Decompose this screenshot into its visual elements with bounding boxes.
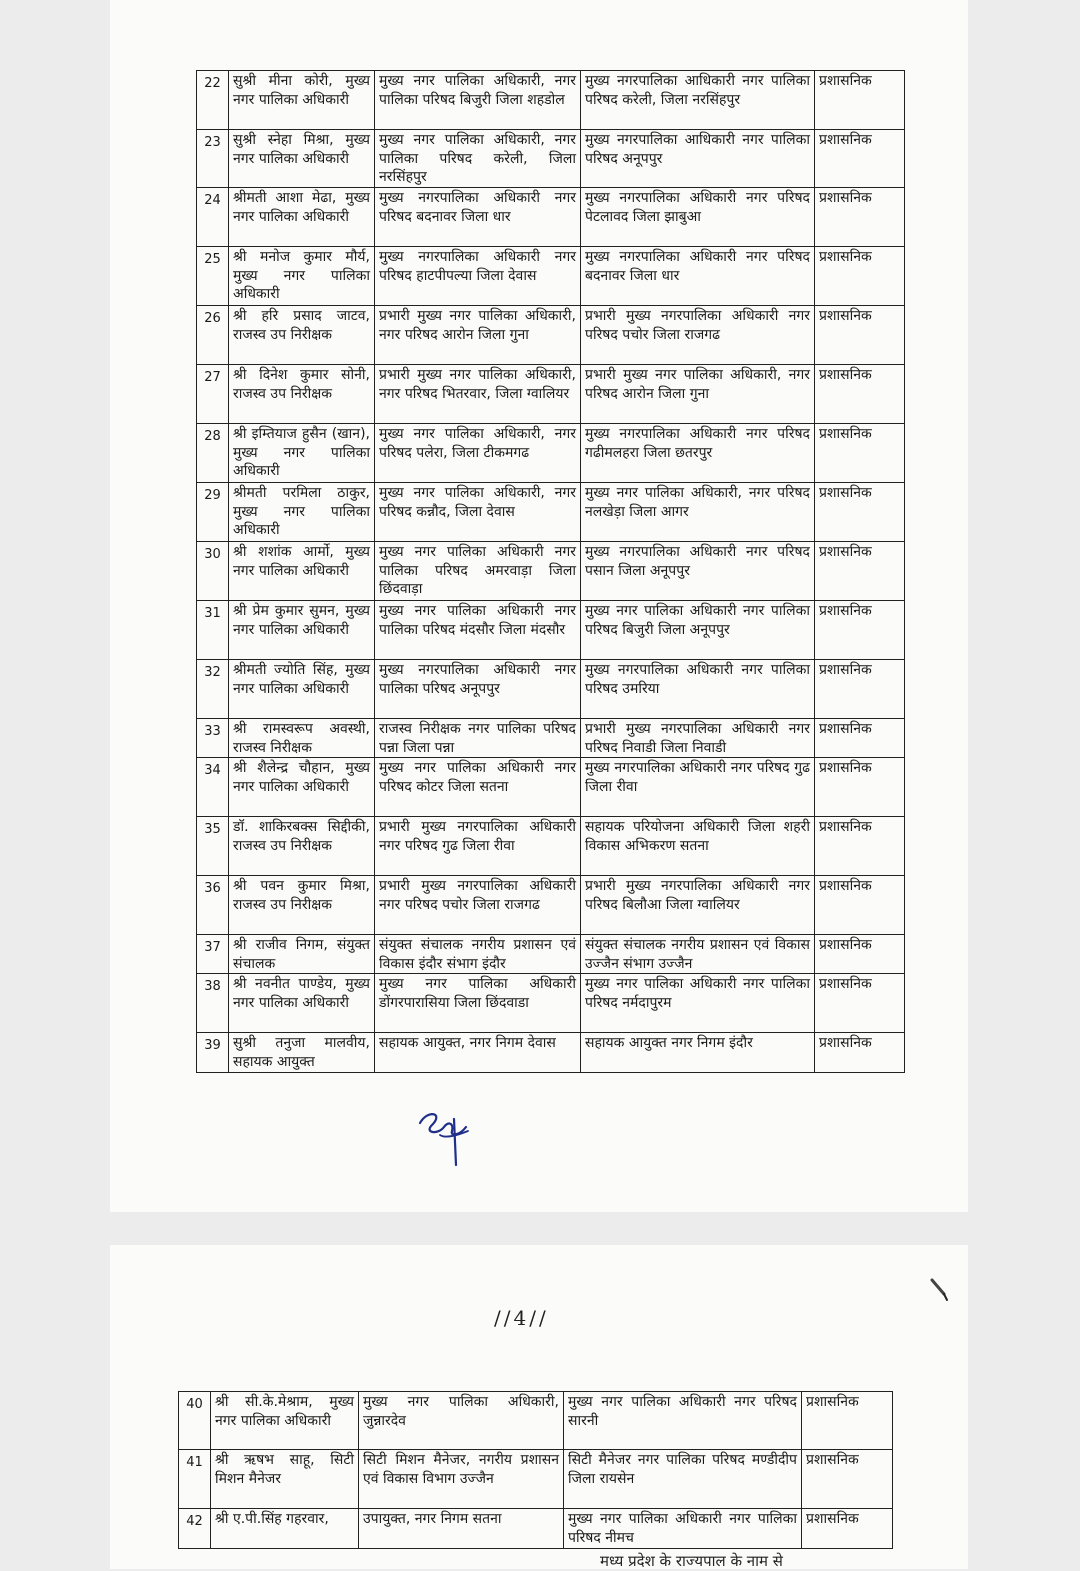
transfer-reason-cell: प्रशासनिक xyxy=(815,306,905,365)
current-posting-cell: मुख्य नगर पालिका अधिकारी डोंगरपारासिया जिला छिंदवाडा xyxy=(375,974,581,1033)
serial-number-cell: 34 xyxy=(197,758,229,817)
footer-text: मध्य प्रदेश के राज्यपाल के नाम से xyxy=(600,1552,783,1570)
officer-name-cell: श्री रामस्वरूप अवस्थी, राजस्व निरीक्षक xyxy=(229,719,375,758)
transfer-table-page-2 xyxy=(178,1391,893,1549)
officer-name-cell: श्री इम्तियाज हुसैन (खान), मुख्य नगर पालिका अधिकारी xyxy=(229,424,375,483)
transfer-reason-cell: प्रशासनिक xyxy=(815,935,905,974)
table-row xyxy=(197,483,905,542)
new-posting-cell: मुख्य नगरपालिका अधिकारी नगर परिषद पसान जिला अनूपपुर xyxy=(581,542,815,601)
table-row xyxy=(197,424,905,483)
transfer-reason-cell: प्रशासनिक xyxy=(815,483,905,542)
current-posting-cell: उपायुक्त, नगर निगम सतना xyxy=(359,1509,564,1549)
officer-name-cell: श्री ए.पी.सिंह गहरवार, xyxy=(211,1509,359,1549)
transfer-reason-cell: प्रशासनिक xyxy=(815,71,905,130)
table-row xyxy=(197,758,905,817)
officer-name-cell: श्री हरि प्रसाद जाटव, राजस्व उप निरीक्षक xyxy=(229,306,375,365)
current-posting-cell: प्रभारी मुख्य नगर पालिका अधिकारी, नगर परिषद भितरवार, जिला ग्वालियर xyxy=(375,365,581,424)
transfer-reason-cell: प्रशासनिक xyxy=(815,188,905,247)
officer-name-cell: श्रीमती ज्योति सिंह, मुख्य नगर पालिका अधिकारी xyxy=(229,660,375,719)
table-row xyxy=(197,188,905,247)
new-posting-cell: मुख्य नगर पालिका अधिकारी नगर पालिका परिषद नर्मदापुरम xyxy=(581,974,815,1033)
officer-name-cell: श्री प्रेम कुमार सुमन, मुख्य नगर पालिका अधिकारी xyxy=(229,601,375,660)
officer-name-cell: श्री दिनेश कुमार सोनी, राजस्व उप निरीक्षक xyxy=(229,365,375,424)
serial-number-cell: 29 xyxy=(197,483,229,542)
officer-name-cell: श्री सी.के.मेश्राम, मुख्य नगर पालिका अधिकारी xyxy=(211,1392,359,1450)
table-row xyxy=(197,817,905,876)
serial-number-cell: 35 xyxy=(197,817,229,876)
table-row xyxy=(179,1392,893,1450)
current-posting-cell: मुख्य नगरपालिका अधिकारी नगर परिषद हाटपीपल्या जिला देवास xyxy=(375,247,581,306)
current-posting-cell: मुख्य नगर पालिका अधिकारी, नगर परिषद पलेरा, जिला टीकमगढ xyxy=(375,424,581,483)
transfer-reason-cell: प्रशासनिक xyxy=(815,660,905,719)
officer-name-cell: डॉ. शाकिरबक्स सिद्दीकी, राजस्व उप निरीक्षक xyxy=(229,817,375,876)
table-row xyxy=(197,601,905,660)
table-row xyxy=(197,935,905,974)
transfer-reason-cell: प्रशासनिक xyxy=(815,424,905,483)
new-posting-cell: सिटी मैनेजर नगर पालिका परिषद मण्डीदीप जिला रायसेन xyxy=(564,1450,802,1509)
transfer-reason-cell: प्रशासनिक xyxy=(815,1033,905,1073)
current-posting-cell: प्रभारी मुख्य नगरपालिका अधिकारी नगर परिषद गुढ जिला रीवा xyxy=(375,817,581,876)
officer-name-cell: सुश्री तनुजा मालवीय, सहायक आयुक्त xyxy=(229,1033,375,1073)
serial-number-cell: 31 xyxy=(197,601,229,660)
new-posting-cell: सहायक परियोजना अधिकारी जिला शहरी विकास अभिकरण सतना xyxy=(581,817,815,876)
table-row xyxy=(197,306,905,365)
table-row xyxy=(179,1450,893,1509)
transfer-reason-cell: प्रशासनिक xyxy=(802,1392,893,1450)
current-posting-cell: राजस्व निरीक्षक नगर पालिका परिषद पन्ना जिला पन्ना xyxy=(375,719,581,758)
new-posting-cell: मुख्य नगरपालिका आधिकारी नगर पालिका परिषद अनूपपुर xyxy=(581,130,815,188)
serial-number-cell: 32 xyxy=(197,660,229,719)
transfer-reason-cell: प्रशासनिक xyxy=(815,542,905,601)
serial-number-cell: 40 xyxy=(179,1392,211,1450)
transfer-reason-cell: प्रशासनिक xyxy=(815,247,905,306)
table-row xyxy=(197,719,905,758)
transfer-reason-cell: प्रशासनिक xyxy=(802,1450,893,1509)
current-posting-cell: मुख्य नगरपालिका अधिकारी नगर परिषद बदनावर जिला धार xyxy=(375,188,581,247)
transfer-reason-cell: प्रशासनिक xyxy=(802,1509,893,1549)
serial-number-cell: 30 xyxy=(197,542,229,601)
current-posting-cell: मुख्य नगर पालिका अधिकारी नगर पालिका परिषद मंदसौर जिला मंदसौर xyxy=(375,601,581,660)
transfer-table-page-1 xyxy=(196,70,905,1073)
table-row xyxy=(197,71,905,130)
new-posting-cell: मुख्य नगर पालिका अधिकारी नगर परिषद सारनी xyxy=(564,1392,802,1450)
signature xyxy=(410,1105,480,1175)
new-posting-cell: मुख्य नगर पालिका अधिकारी नगर पालिका परिषद नीमच xyxy=(564,1509,802,1549)
transfer-reason-cell: प्रशासनिक xyxy=(815,130,905,188)
serial-number-cell: 37 xyxy=(197,935,229,974)
transfer-reason-cell: प्रशासनिक xyxy=(815,876,905,935)
new-posting-cell: मुख्य नगरपालिका आधिकारी नगर पालिका परिषद करेली, जिला नरसिंहपुर xyxy=(581,71,815,130)
current-posting-cell: मुख्य नगर पालिका अधिकारी, नगर पालिका परिषद बिजुरी जिला शहडोल xyxy=(375,71,581,130)
serial-number-cell: 36 xyxy=(197,876,229,935)
current-posting-cell: प्रभारी मुख्य नगर पालिका अधिकारी, नगर परिषद आरोन जिला गुना xyxy=(375,306,581,365)
serial-number-cell: 23 xyxy=(197,130,229,188)
table-row xyxy=(197,1033,905,1073)
transfer-reason-cell: प्रशासनिक xyxy=(815,365,905,424)
serial-number-cell: 27 xyxy=(197,365,229,424)
transfer-reason-cell: प्रशासनिक xyxy=(815,817,905,876)
current-posting-cell: मुख्य नगर पालिका अधिकारी, नगर परिषद कन्नौद, जिला देवास xyxy=(375,483,581,542)
officer-name-cell: सुश्री स्नेहा मिश्रा, मुख्य नगर पालिका अधिकारी xyxy=(229,130,375,188)
current-posting-cell: प्रभारी मुख्य नगरपालिका अधिकारी नगर परिषद पचोर जिला राजगढ xyxy=(375,876,581,935)
new-posting-cell: मुख्य नगरपालिका अधिकारी नगर पालिका परिषद उमरिया xyxy=(581,660,815,719)
transfer-reason-cell: प्रशासनिक xyxy=(815,719,905,758)
current-posting-cell: सिटी मिशन मैनेजर, नगरीय प्रशासन एवं विकास विभाग उज्जैन xyxy=(359,1450,564,1509)
serial-number-cell: 26 xyxy=(197,306,229,365)
current-posting-cell: मुख्य नगर पालिका अधिकारी, नगर पालिका परिषद करेली, जिला नरसिंहपुर xyxy=(375,130,581,188)
serial-number-cell: 42 xyxy=(179,1509,211,1549)
table-row xyxy=(197,542,905,601)
officer-name-cell: श्रीमती आशा मेढा, मुख्य नगर पालिका अधिकारी xyxy=(229,188,375,247)
new-posting-cell: प्रभारी मुख्य नगरपालिका अधिकारी नगर परिषद निवाडी जिला निवाडी xyxy=(581,719,815,758)
serial-number-cell: 39 xyxy=(197,1033,229,1073)
officer-name-cell: श्री शैलेन्द्र चौहान, मुख्य नगर पालिका अधिकारी xyxy=(229,758,375,817)
serial-number-cell: 28 xyxy=(197,424,229,483)
table-row xyxy=(197,660,905,719)
table-row xyxy=(197,365,905,424)
table-row xyxy=(197,130,905,188)
new-posting-cell: सहायक आयुक्त नगर निगम इंदौर xyxy=(581,1033,815,1073)
current-posting-cell: संयुक्त संचालक नगरीय प्रशासन एवं विकास इंदौर संभाग इंदौर xyxy=(375,935,581,974)
officer-name-cell: श्री पवन कुमार मिश्रा, राजस्व उप निरीक्षक xyxy=(229,876,375,935)
table-row xyxy=(197,247,905,306)
table-row xyxy=(179,1509,893,1549)
new-posting-cell: मुख्य नगरपालिका अधिकारी नगर परिषद पेटलावद जिला झाबुआ xyxy=(581,188,815,247)
transfer-reason-cell: प्रशासनिक xyxy=(815,974,905,1033)
officer-name-cell: श्रीमती परमिला ठाकुर, मुख्य नगर पालिका अधिकारी xyxy=(229,483,375,542)
new-posting-cell: मुख्य नगर पालिका अधिकारी नगर पालिका परिषद बिजुरी जिला अनूपपुर xyxy=(581,601,815,660)
new-posting-cell: प्रभारी मुख्य नगर पालिका अधिकारी, नगर परिषद आरोन जिला गुना xyxy=(581,365,815,424)
serial-number-cell: 38 xyxy=(197,974,229,1033)
current-posting-cell: मुख्य नगर पालिका अधिकारी नगर परिषद कोटर जिला सतना xyxy=(375,758,581,817)
current-posting-cell: मुख्य नगर पालिका अधिकारी नगर पालिका परिषद अमरवाड़ा जिला छिंदवाड़ा xyxy=(375,542,581,601)
table-row xyxy=(197,974,905,1033)
table-row xyxy=(197,876,905,935)
officer-name-cell: श्री शशांक आर्मो, मुख्य नगर पालिका अधिकारी xyxy=(229,542,375,601)
transfer-reason-cell: प्रशासनिक xyxy=(815,758,905,817)
new-posting-cell: प्रभारी मुख्य नगरपालिका अधिकारी नगर परिषद पचोर जिला राजगढ xyxy=(581,306,815,365)
new-posting-cell: मुख्य नगरपालिका अधिकारी नगर परिषद गुढ जिला रीवा xyxy=(581,758,815,817)
new-posting-cell: प्रभारी मुख्य नगरपालिका अधिकारी नगर परिषद बिलौआ जिला ग्वालियर xyxy=(581,876,815,935)
officer-name-cell: श्री नवनीत पाण्डेय, मुख्य नगर पालिका अधिकारी xyxy=(229,974,375,1033)
pen-mark-icon xyxy=(930,1278,950,1306)
new-posting-cell: मुख्य नगरपालिका अधिकारी नगर परिषद बदनावर जिला धार xyxy=(581,247,815,306)
page-number: //4// xyxy=(494,1306,549,1330)
transfer-reason-cell: प्रशासनिक xyxy=(815,601,905,660)
new-posting-cell: संयुक्त संचालक नगरीय प्रशासन एवं विकास उज्जैन संभाग उज्जैन xyxy=(581,935,815,974)
new-posting-cell: मुख्य नगरपालिका अधिकारी नगर परिषद गढीमलहरा जिला छतरपुर xyxy=(581,424,815,483)
officer-name-cell: श्री राजीव निगम, संयुक्त संचालक xyxy=(229,935,375,974)
officer-name-cell: श्री ऋषभ साहू, सिटी मिशन मैनेजर xyxy=(211,1450,359,1509)
current-posting-cell: सहायक आयुक्त, नगर निगम देवास xyxy=(375,1033,581,1073)
new-posting-cell: मुख्य नगर पालिका अधिकारी, नगर परिषद नलखेड़ा जिला आगर xyxy=(581,483,815,542)
officer-name-cell: श्री मनोज कुमार मौर्य, मुख्य नगर पालिका अधिकारी xyxy=(229,247,375,306)
current-posting-cell: मुख्य नगरपालिका अधिकारी नगर पालिका परिषद अनूपपुर xyxy=(375,660,581,719)
serial-number-cell: 25 xyxy=(197,247,229,306)
serial-number-cell: 22 xyxy=(197,71,229,130)
serial-number-cell: 33 xyxy=(197,719,229,758)
current-posting-cell: मुख्य नगर पालिका अधिकारी, जुन्नारदेव xyxy=(359,1392,564,1450)
serial-number-cell: 41 xyxy=(179,1450,211,1509)
serial-number-cell: 24 xyxy=(197,188,229,247)
officer-name-cell: सुश्री मीना कोरी, मुख्य नगर पालिका अधिकारी xyxy=(229,71,375,130)
